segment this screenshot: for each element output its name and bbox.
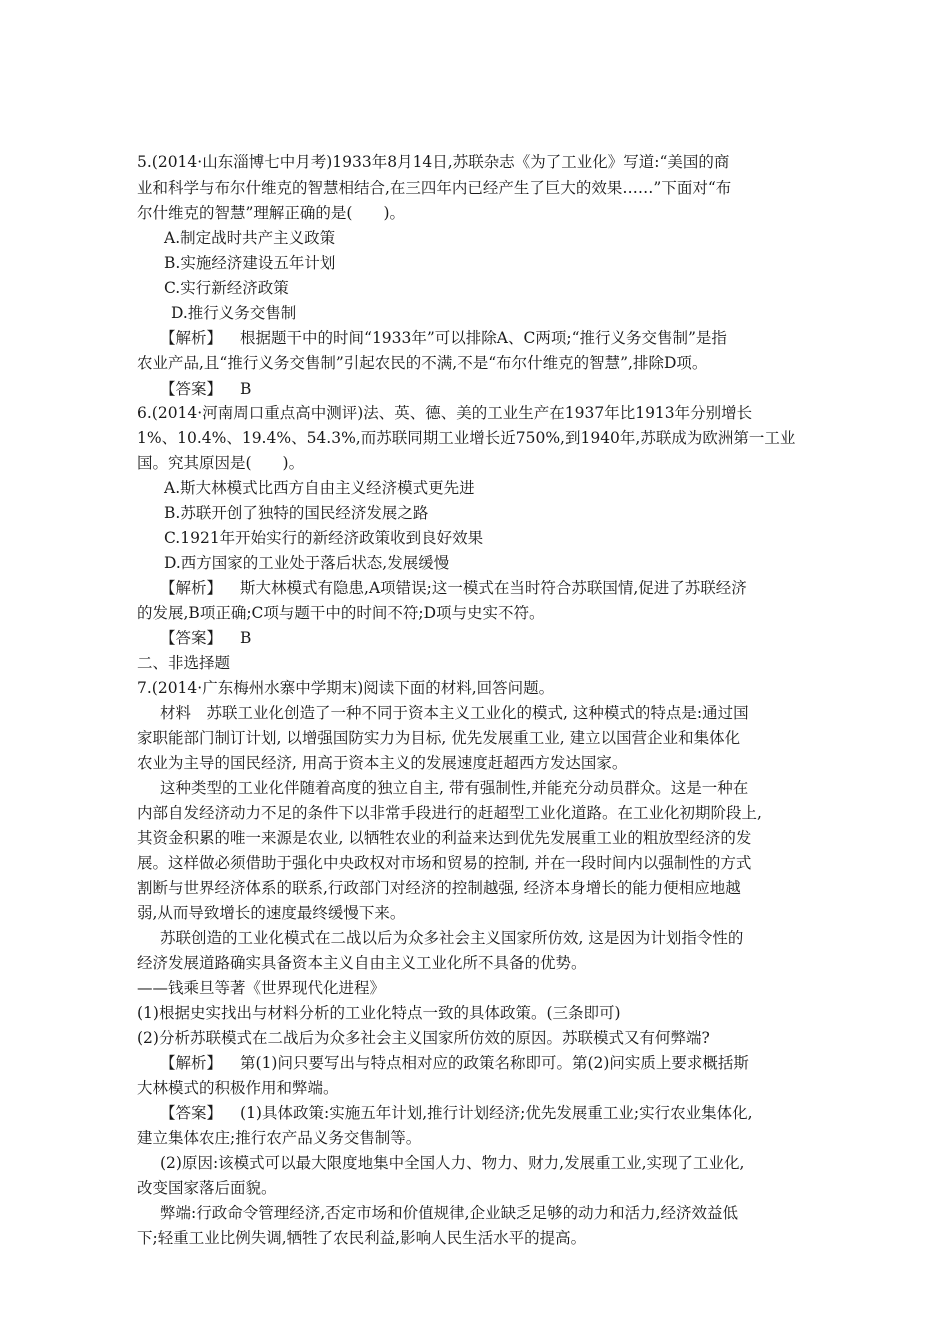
q5-stem-line-3: 尔什维克的智慧”理解正确的是( )。	[137, 204, 406, 222]
analysis-label: 【解析】	[160, 579, 223, 597]
q6-analysis-line-2: 的发展,B项正确;C项与题干中的时间不符;D项与史实不符。	[137, 604, 545, 622]
q6-stem-line-2: 1%、10.4%、19.4%、54.3%,而苏联同期工业增长近750%,到1940年,苏联成为欧洲第一工业	[137, 429, 796, 447]
analysis-label: 【解析】	[160, 329, 223, 347]
q7-material-line-4: 这种类型的工业化伴随着高度的独立自主, 带有强制性,并能充分动员群众。这是一种在	[160, 779, 749, 797]
analysis-text: 第(1)问只要写出与特点相对应的政策名称即可。第(2)问实质上要求概括斯	[240, 1054, 749, 1072]
section-heading: 二、非选择题	[137, 654, 231, 672]
answer-label: 【答案】	[160, 1104, 223, 1122]
q7-answer-line-1	[160, 1101, 840, 1125]
q5-analysis-line-2: 农业产品,且“推行义务交售制”引起农民的不满,不是“布尔什维克的智慧”,排除D项。	[137, 354, 708, 372]
q7-question-2: (2)分析苏联模式在二战后为众多社会主义国家所仿效的原因。苏联模式又有何弊端?	[137, 1029, 710, 1047]
q7-answer-line-4: 改变国家落后面貌。	[137, 1179, 277, 1197]
q7-material-line-9: 弱,从而导致增长的速度最终缓慢下来。	[137, 904, 406, 922]
q7-material-line-10: 苏联创造的工业化模式在二战以后为众多社会主义国家所仿效, 这是因为计划指令性的	[160, 929, 744, 947]
q6-answer	[160, 626, 840, 650]
q7-material-line-3: 农业为主导的国民经济, 用高于资本主义的发展速度赶超西方发达国家。	[137, 754, 628, 772]
q7-material-line-6: 其资金积累的唯一来源是农业, 以牺牲农业的利益来达到优先发展重工业的粗放型经济的发	[137, 829, 752, 847]
q7-material-line-5: 内部自发经济动力不足的条件下以非常手段进行的赶超型工业化道路。在工业化初期阶段上,	[137, 804, 762, 822]
q7-answer-line-3: (2)原因:该模式可以最大限度地集中全国人力、物力、财力,发展重工业,实现了工业化,	[160, 1154, 745, 1172]
answer-text: (1)具体政策:实施五年计划,推行计划经济;优先发展重工业;实行农业集体化,	[240, 1104, 753, 1122]
q5-option-d: D.推行义务交售制	[171, 304, 297, 322]
q7-question-1: (1)根据史实找出与材料分析的工业化特点一致的具体政策。(三条即可)	[137, 1004, 621, 1022]
answer-value: B	[240, 629, 252, 647]
q6-option-a: A.斯大林模式比西方自由主义经济模式更先进	[164, 479, 475, 497]
q7-answer-line-6: 下;轻重工业比例失调,牺牲了农民利益,影响人民生活水平的提高。	[137, 1229, 587, 1247]
q5-stem-line-1: 5.(2014·山东淄博七中月考)1933年8月14日,苏联杂志《为了工业化》写道:“美国的商	[137, 153, 730, 171]
q6-option-c: C.1921年开始实行的新经济政策收到良好效果	[164, 529, 484, 547]
q7-material-line-2: 家职能部门制订计划, 以增强国防实力为目标, 优先发展重工业, 建立以国营企业和集体化	[137, 729, 741, 747]
q7-material-line-8: 割断与世界经济体系的联系,行政部门对经济的控制越强, 经济本身增长的能力便相应地越	[137, 879, 741, 897]
q7-material-line-11: 经济发展道路确实具备资本主义自由主义工业化所不具备的优势。	[137, 954, 587, 972]
q6-stem-line-1: 6.(2014·河南周口重点高中测评)法、英、德、美的工业生产在1937年比1913年分别增长	[137, 404, 753, 422]
q7-source: ——钱乘旦等著《世界现代化进程》	[137, 979, 386, 997]
analysis-text: 根据题干中的时间“1933年”可以排除A、C两项;“推行义务交售制”是指	[240, 329, 727, 347]
q5-option-b: B.实施经济建设五年计划	[164, 254, 336, 272]
q7-analysis-line-1	[160, 1051, 840, 1075]
q7-analysis-line-2: 大林模式的积极作用和弊端。	[137, 1079, 339, 1097]
q7-answer-line-2: 建立集体农庄;推行农产品义务交售制等。	[137, 1129, 422, 1147]
q6-option-d: D.西方国家的工业处于落后状态,发展缓慢	[164, 554, 450, 572]
q6-stem-line-3: 国。究其原因是( )。	[137, 454, 305, 472]
answer-label: 【答案】	[160, 629, 223, 647]
q7-answer-line-5: 弊端:行政命令管理经济,否定市场和价值规律,企业缺乏足够的动力和活力,经济效益低	[160, 1204, 739, 1222]
q6-option-b: B.苏联开创了独特的国民经济发展之路	[164, 504, 429, 522]
q6-analysis-line-1	[160, 576, 840, 600]
q7-material-line-7: 展。这样做必须借助于强化中央政权对市场和贸易的控制, 并在一段时间内以强制性的方式	[137, 854, 752, 872]
q7-material-line-1: 材料 苏联工业化创造了一种不同于资本主义工业化的模式, 这种模式的特点是:通过国	[160, 704, 749, 722]
q5-analysis-line-1	[160, 326, 840, 350]
analysis-label: 【解析】	[160, 1054, 223, 1072]
analysis-text: 斯大林模式有隐患,A项错误;这一模式在当时符合苏联国情,促进了苏联经济	[240, 579, 747, 597]
q7-stem: 7.(2014·广东梅州水寨中学期末)阅读下面的材料,回答问题。	[137, 679, 555, 697]
q5-option-c: C.实行新经济政策	[164, 279, 289, 297]
q5-option-a: A.制定战时共产主义政策	[164, 229, 336, 247]
q5-answer	[160, 377, 840, 401]
answer-value: B	[240, 380, 252, 398]
q5-stem-line-2: 业和科学与布尔什维克的智慧相结合,在三四年内已经产生了巨大的效果……”下面对“布	[137, 179, 732, 197]
answer-label: 【答案】	[160, 380, 223, 398]
